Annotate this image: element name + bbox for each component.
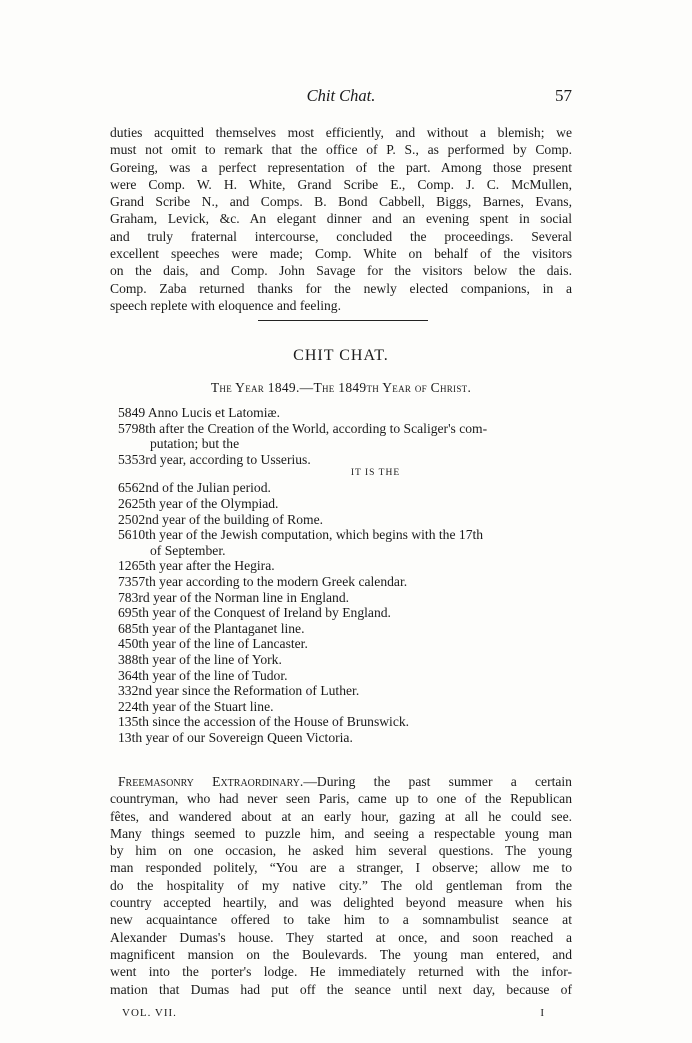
- text-line: excellent speeches were made; Comp. White on behalf of the visitors: [110, 246, 572, 262]
- text-line: country accepted heartily, and was delighted beyond measure when his: [110, 895, 572, 911]
- chronology-item: of September.: [150, 542, 226, 558]
- paragraph-lead: Freemasonry Extraordinary.: [118, 774, 304, 789]
- chronology-item: 2502nd year of the building of Rome.: [118, 511, 324, 527]
- chronology-item: 5610th year of the Jewish computation, which begins with the 17th: [118, 527, 484, 543]
- chronology-item: 13th year of our Sovereign Queen Victoria.: [118, 729, 353, 745]
- running-head: Chit Chat.: [306, 86, 376, 105]
- chronology-item: 685th year of the Plantaganet line.: [118, 620, 305, 636]
- chronology-item: 6562nd of the Julian period.: [118, 480, 271, 496]
- chronology-item: 224th year of the Stuart line.: [118, 698, 274, 714]
- section-title: CHIT CHAT.: [293, 347, 389, 364]
- text-line: mation that Dumas had put off the seance until next day, because of: [110, 981, 572, 997]
- chronology-item: 135th since the accession of the House of Brunswick.: [118, 714, 410, 730]
- text-line: countryman, who had never seen Paris, came up to one of the Republican: [110, 791, 572, 807]
- text-line: and truly fraternal intercourse, concluded the proceedings. Several: [110, 228, 572, 244]
- freemasonry-paragraph: [110, 773, 572, 998]
- chronology-list: [118, 405, 573, 745]
- chronology-item: 783rd year of the Norman line in England.: [118, 589, 350, 605]
- text-line: must not omit to remark that the office of P. S., as performed by Comp.: [110, 142, 572, 158]
- text-line: by him on one occasion, he asked him several questions. The young: [110, 843, 572, 859]
- section-divider: [258, 320, 428, 321]
- text-line: [110, 773, 572, 790]
- chronology-item: 332nd year since the Reformation of Luther.: [118, 683, 360, 699]
- chronology-item: 7357th year according to the modern Greek calendar.: [118, 573, 408, 589]
- chronology-item: 695th year of the Conquest of Ireland by England.: [118, 605, 391, 621]
- text-line: went into the porter's lodge. He immediately returned with the infor-: [110, 964, 572, 980]
- chronology-item: 364th year of the line of Tudor.: [118, 667, 288, 683]
- chronology-item: 5798th after the Creation of the World, according to Scaliger's com-: [118, 420, 488, 436]
- text-line: Alexander Dumas's house. They started at once, and soon reached a: [110, 929, 572, 945]
- text-line: on the dais, and Comp. John Savage for the visitors below the dais.: [110, 263, 572, 279]
- intro-paragraph: [110, 124, 572, 314]
- text-line: man responded politely, “You are a stranger, I observe; allow me to: [110, 860, 572, 876]
- text-line: magnificent mansion on the Boulevards. The young man entered, and: [110, 946, 572, 962]
- chronology-item: putation; but the: [150, 436, 240, 452]
- text-line: Grand Scribe N., and Comps. B. Bond Cabbell, Biggs, Barnes, Evans,: [110, 194, 572, 210]
- text-line: new acquaintance offered to take him to a somnambulist seance at: [110, 912, 572, 928]
- chronology-item: 5849 Anno Lucis et Latomiæ.: [118, 405, 280, 420]
- chronology-item: 450th year of the line of Lancaster.: [118, 636, 308, 652]
- text-line: speech replete with eloquence and feeling.: [110, 297, 341, 313]
- text-line: Graham, Levick, &c. An elegant dinner and an evening spent in social: [110, 211, 572, 227]
- text-line: Goreing, was a perfect representation of the part. Among those present: [110, 159, 572, 175]
- page-header: [110, 86, 572, 108]
- paragraph-lead-rest: —During the past summer a certain: [303, 774, 572, 789]
- text-line: Comp. Zaba returned thanks for the newly elected companions, in a: [110, 280, 572, 296]
- chronology-item: 1265th year after the Hegira.: [118, 558, 275, 574]
- signature-mark: I: [540, 1007, 544, 1019]
- section-subtitle: The Year 1849.—The 1849th Year of Christ.: [210, 380, 472, 395]
- chronology-heading: IT IS THE: [350, 468, 401, 479]
- chronology-item: 5353rd year, according to Usserius.: [118, 451, 311, 467]
- text-line: fêtes, and wandered about at an early hour, gazing at all he could see.: [110, 808, 572, 824]
- text-line: were Comp. W. H. White, Grand Scribe E., Comp. J. C. McMullen,: [110, 176, 572, 192]
- text-line: do the hospitality of my native city.” The old gentleman from the: [110, 877, 572, 893]
- volume-signature: VOL. VII.: [122, 1007, 177, 1019]
- text-line: Many things seemed to puzzle him, and seeing a respectable young man: [110, 825, 572, 841]
- page-number: 57: [555, 86, 572, 105]
- chronology-item: 388th year of the line of York.: [118, 651, 282, 667]
- chronology-item: 2625th year of the Olympiad.: [118, 495, 279, 511]
- text-line: duties acquitted themselves most efficiently, and without a blemish; we: [110, 125, 572, 140]
